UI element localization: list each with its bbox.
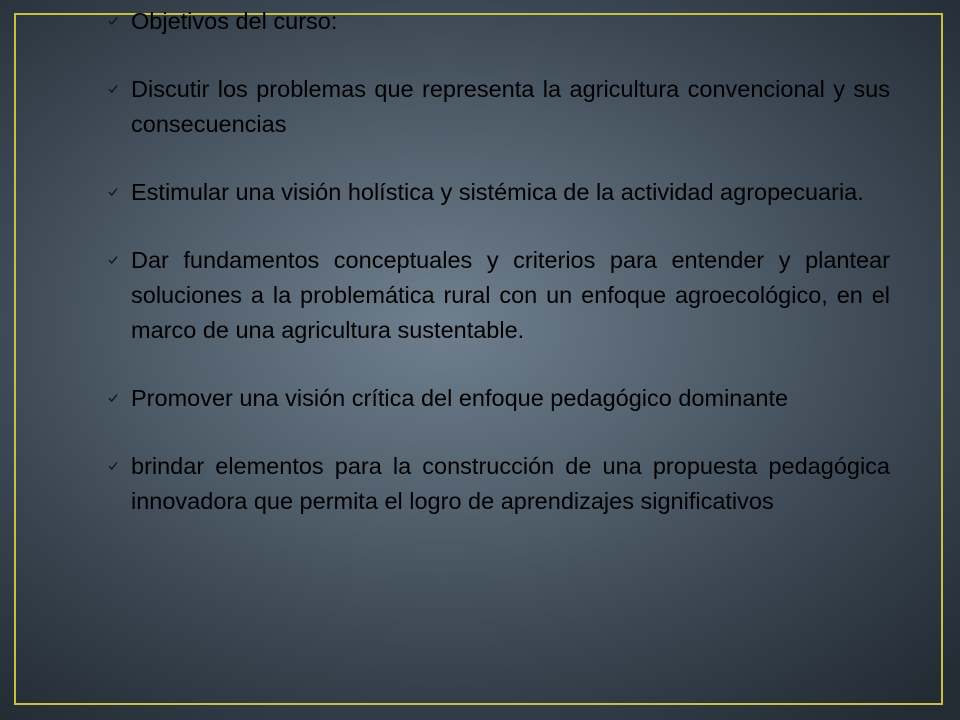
bullet-text: Promover una visión crítica del enfoque pedagógico dominante — [131, 385, 789, 411]
bullet-text: Dar fundamentos conceptuales y criterios para entender y plantear soluciones a la problemática rural con un enfoque agroecológico, en el marco de una agricultura sustentable. — [131, 247, 890, 343]
bullet-item — [108, 381, 890, 416]
checkmark-icon — [108, 16, 118, 26]
bullet-item — [108, 449, 890, 519]
bullet-text: Objetivos del curso: — [131, 8, 338, 34]
bullet-item — [108, 72, 890, 142]
checkmark-icon — [108, 84, 118, 94]
checkmark-icon — [108, 187, 118, 197]
bullet-text: brindar elementos para la construcción de una propuesta pedagógica innovadora que permita el logro de aprendizajes significativos — [131, 453, 890, 514]
bullet-text: Estimular una visión holística y sistémica de la actividad agropecuaria. — [131, 179, 864, 205]
bullet-item — [108, 4, 890, 39]
checkmark-icon — [108, 461, 118, 471]
bullet-item — [108, 175, 890, 210]
bullet-item — [108, 243, 890, 348]
checkmark-icon — [108, 255, 118, 265]
bullet-text: Discutir los problemas que representa la agricultura convencional y sus consecuencias — [131, 76, 890, 137]
bullet-list — [108, 4, 890, 519]
checkmark-icon — [108, 393, 118, 403]
